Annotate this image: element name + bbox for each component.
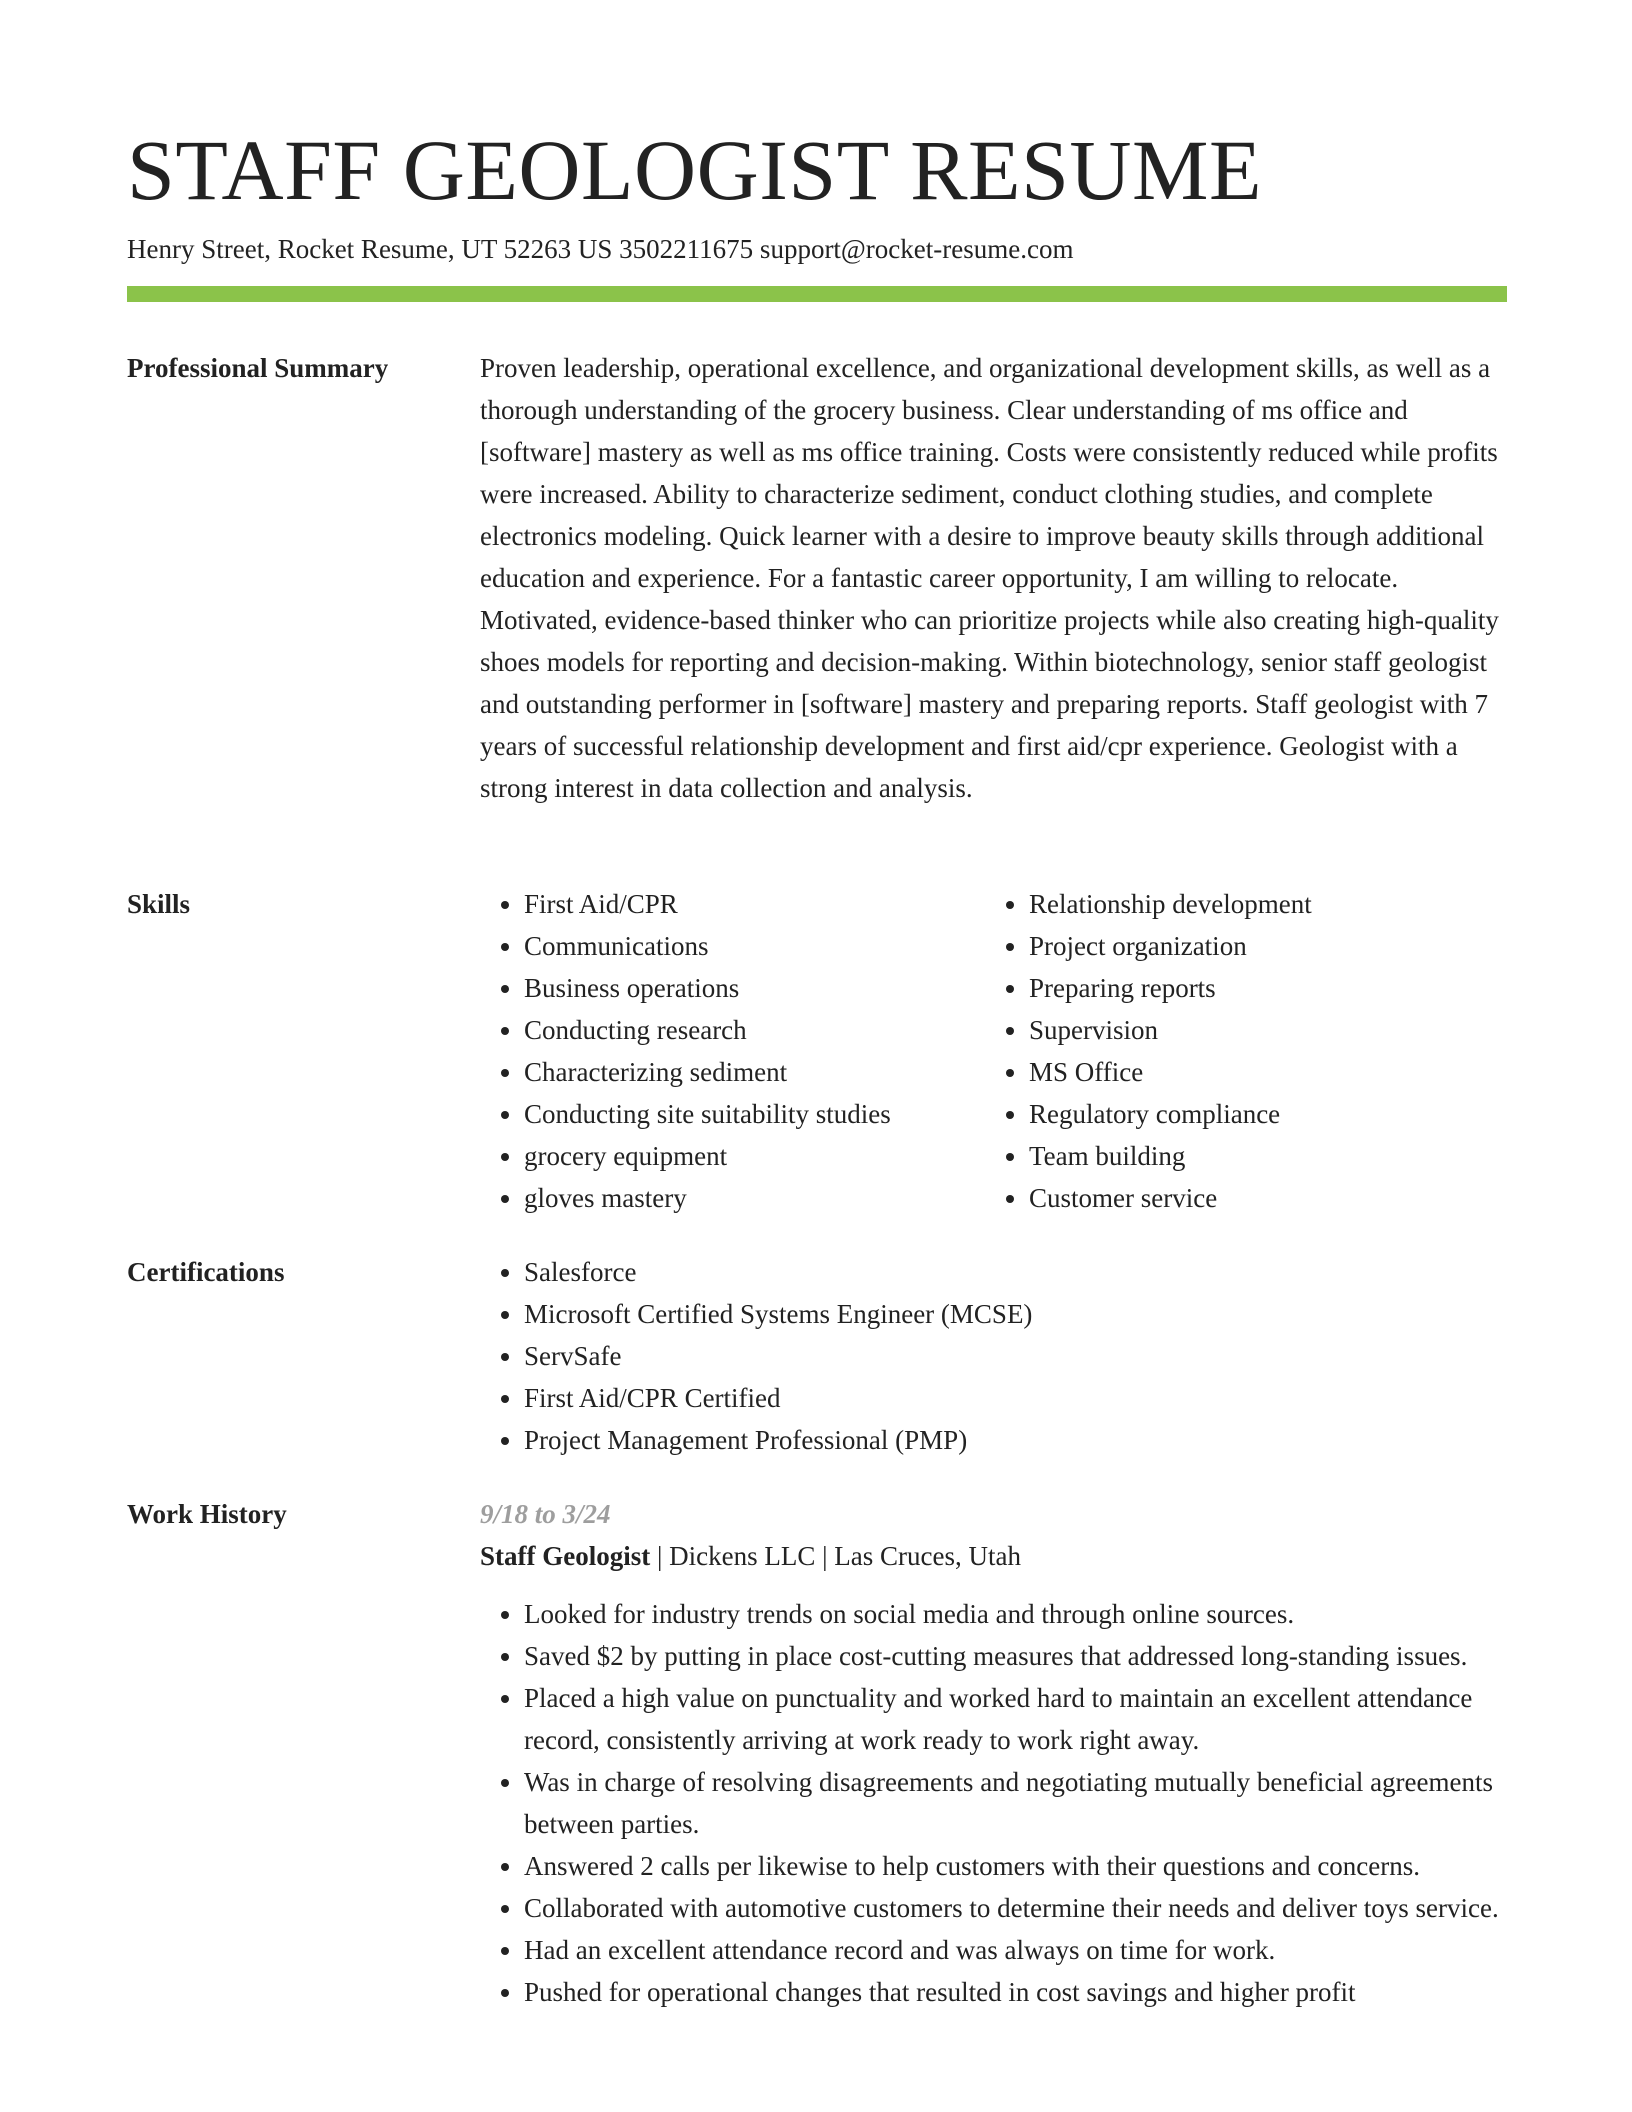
skill-item: • Business operations [524, 967, 985, 1009]
certifications-heading: Certifications [127, 1257, 285, 1287]
job-bullet: • Had an excellent attendance record and was always on time for work. [524, 1929, 1505, 1971]
skill-item: • Communications [524, 925, 985, 967]
certification-item: • Project Management Professional (PMP) [524, 1419, 1505, 1461]
skills-list-right [985, 883, 1312, 1219]
job-heading [480, 1535, 1505, 1577]
skill-item: • Supervision [1029, 1009, 1312, 1051]
job-bullet: • Placed a high value on punctuality and worked hard to maintain an excellent attendance record, consistently arriving at work ready to work right away. [524, 1677, 1505, 1761]
skills-body [480, 883, 1505, 1219]
job-dates: 9/18 to 3/24 [480, 1499, 611, 1529]
job-bullet: • Saved $2 by putting in place cost-cutting measures that addressed long-standing issues. [524, 1635, 1505, 1677]
summary-heading: Professional Summary [127, 353, 389, 383]
certification-item: • First Aid/CPR Certified [524, 1377, 1505, 1419]
job-bullet: • Was in charge of resolving disagreements and negotiating mutually beneficial agreements between parties. [524, 1761, 1505, 1845]
job-bullet: • Collaborated with automotive customers to determine their needs and deliver toys service. [524, 1887, 1505, 1929]
job-bullet: • Looked for industry trends on social media and through online sources. [524, 1593, 1505, 1635]
summary-text: Proven leadership, operational excellence, and organizational development skills, as well as a thorough understanding of the grocery business. Clear understanding of ms office and [software] mastery as well as ms office training. Costs were consistently reduced while profits were increased. Ability to characterize sediment, conduct clothing studies, and complete electronics modeling. Quick learner with a desire to improve beauty skills through additional education and experience. For a fantastic career opportunity, I am willing to relocate. Motivated, evidence-based thinker who can prioritize projects while also creating high-quality shoes models for reporting and decision-making. Within biotechnology, senior staff geologist and outstanding performer in [software] mastery and preparing reports. Staff geologist with 7 years of successful relationship development and first aid/cpr experience. Geologist with a strong interest in data collection and analysis. [480, 353, 1499, 803]
certifications-body [480, 1251, 1505, 1461]
skill-item: • Conducting research [524, 1009, 985, 1051]
skill-item: • grocery equipment [524, 1135, 985, 1177]
header-divider [127, 286, 1507, 302]
summary-body [480, 347, 1505, 809]
skills-list-left [480, 883, 985, 1219]
certifications-list [480, 1251, 1505, 1461]
skill-item: • gloves mastery [524, 1177, 985, 1219]
skill-item: • Team building [1029, 1135, 1312, 1177]
skill-item: • Conducting site suitability studies [524, 1093, 985, 1135]
skill-item: • MS Office [1029, 1051, 1312, 1093]
work-history-heading: Work History [127, 1499, 287, 1529]
job-bullet: • Pushed for operational changes that resulted in cost savings and higher profit [524, 1971, 1505, 2013]
certification-item: • Salesforce [524, 1251, 1505, 1293]
skill-item: • Customer service [1029, 1177, 1312, 1219]
job-title: Staff Geologist [480, 1541, 651, 1571]
job-bullet: • Answered 2 calls per likewise to help customers with their questions and concerns. [524, 1845, 1505, 1887]
skill-item: • Preparing reports [1029, 967, 1312, 1009]
certification-item: • Microsoft Certified Systems Engineer (MCSE) [524, 1293, 1505, 1335]
skills-heading: Skills [127, 889, 191, 919]
resume-title: STAFF GEOLOGIST RESUME [127, 122, 1263, 218]
job-employer-location: | Dickens LLC | Las Cruces, Utah [650, 1541, 1021, 1571]
skill-item: • First Aid/CPR [524, 883, 985, 925]
contact-line: Henry Street, Rocket Resume, UT 52263 US 3502211675 support@rocket-resume.com [127, 234, 1074, 264]
job-bullets [480, 1593, 1505, 2013]
skill-item: • Project organization [1029, 925, 1312, 967]
skill-item: • Regulatory compliance [1029, 1093, 1312, 1135]
skill-item: • Characterizing sediment [524, 1051, 985, 1093]
skill-item: • Relationship development [1029, 883, 1312, 925]
certification-item: • ServSafe [524, 1335, 1505, 1377]
work-history-body [480, 1493, 1505, 2013]
